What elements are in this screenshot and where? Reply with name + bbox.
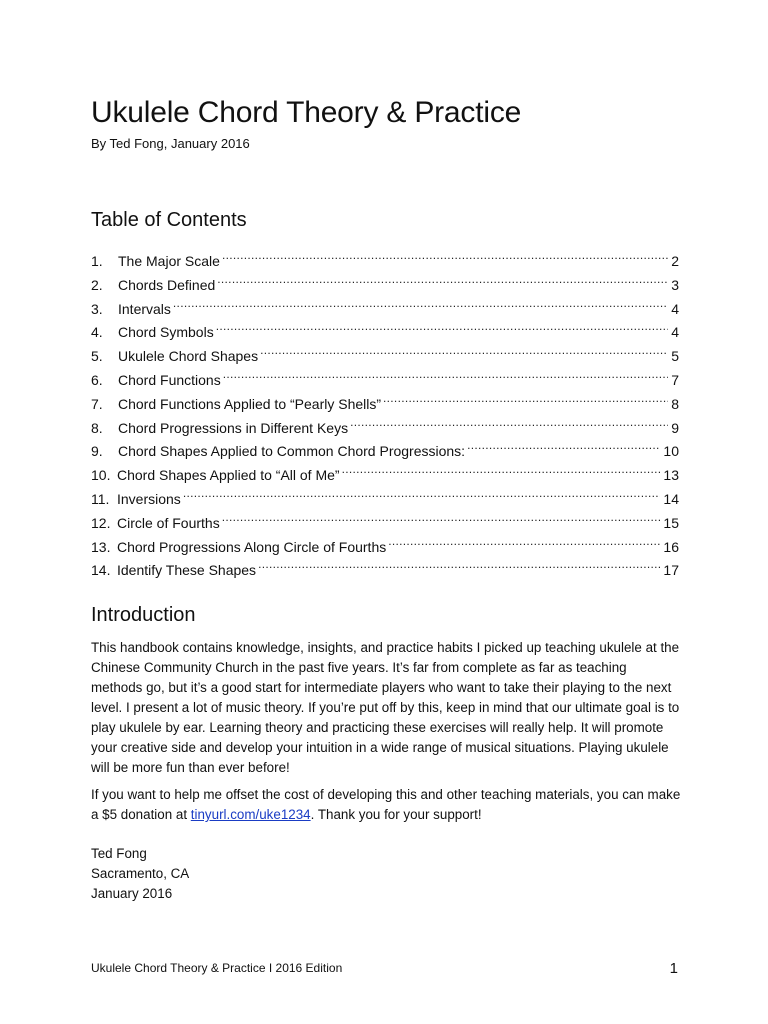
signature-name: Ted Fong <box>91 846 147 861</box>
donation-paragraph <box>91 785 681 825</box>
toc-entry-label: The Major Scale <box>118 253 220 269</box>
donation-link[interactable]: tinyurl.com/uke1234 <box>190 807 311 822</box>
signature-block <box>91 844 189 904</box>
toc-entry-page: 14 <box>663 490 679 507</box>
signature-date: January 2016 <box>91 886 173 901</box>
toc-entry-label: Chord Shapes Applied to “All of Me” <box>117 467 340 484</box>
toc-dot-leader <box>223 363 668 385</box>
toc-entry-page: 10 <box>663 443 679 460</box>
toc-dot-leader <box>222 506 661 528</box>
toc-entry-page: 4 <box>671 300 679 317</box>
toc-entry-label: Circle of Fourths <box>117 514 220 531</box>
toc-entry-label: Chords Defined <box>118 276 216 293</box>
toc-entry-label: Inversions <box>117 490 181 507</box>
toc-entry-page: 4 <box>671 324 679 341</box>
toc-entry-page: 2 <box>671 253 679 269</box>
toc-entry-page: 3 <box>671 276 679 293</box>
toc-entry-number: 13. <box>91 538 111 555</box>
toc-dot-leader <box>260 339 668 361</box>
toc-entry-number: 6. <box>91 371 103 388</box>
signature-location: Sacramento, CA <box>91 866 190 881</box>
toc-entry-page: 17 <box>663 562 679 579</box>
toc-entry-number: 1. <box>91 253 103 269</box>
toc-entry-page: 5 <box>671 348 679 365</box>
toc-entry-page: 9 <box>671 419 679 436</box>
toc-entry-label: Chord Progressions Along Circle of Fourths <box>117 538 387 555</box>
toc-entry-number: 12. <box>91 514 111 531</box>
introduction-paragraph: This handbook contains knowledge, insights, and practice habits I picked up teaching ukulele at the Chinese Community Church in the past five years. It’s far from complete as far as teaching methods go, but it’s a good start for intermediate players who want to take their playing to the next level. I present a lot of music theory. If you’re put off by this, keep in mind that our ultimate goal is to play ukulele by ear. Learning theory and practicing these exercises will really help. It will promote your creative side and develop your intuition in a wide range of musical situations. Playing ukulele will be more fun than ever before! <box>91 640 680 775</box>
toc-dot-leader <box>216 315 669 337</box>
toc-entry-label: Chord Progressions in Different Keys <box>118 419 349 436</box>
toc-entry-number: 7. <box>91 395 103 412</box>
toc-dot-leader <box>383 387 668 409</box>
toc-entry-number: 4. <box>91 324 103 341</box>
toc-entry-page: 7 <box>671 371 679 388</box>
toc-entry-number: 14. <box>91 562 111 579</box>
toc-entry-label: Ukulele Chord Shapes <box>118 348 259 365</box>
toc-entry-number: 3. <box>91 300 103 317</box>
footer-text: Ukulele Chord Theory & Practice I 2016 Edition <box>91 961 343 975</box>
document-byline: By Ted Fong, January 2016 <box>91 136 250 151</box>
donation-text-after: . Thank you for your support! <box>310 807 482 822</box>
table-of-contents <box>91 244 679 577</box>
toc-entry-number: 10. <box>91 467 111 484</box>
toc-heading: Table of Contents <box>91 209 247 231</box>
introduction-heading: Introduction <box>91 604 196 626</box>
toc-entry-label: Chord Functions Applied to “Pearly Shells” <box>118 395 382 412</box>
toc-entry-number: 5. <box>91 348 103 365</box>
toc-entry-number: 9. <box>91 443 103 460</box>
toc-entry-label: Chord Shapes Applied to Common Chord Progressions: <box>118 443 466 460</box>
toc-dot-leader <box>467 434 660 456</box>
toc-entry-number: 2. <box>91 276 103 293</box>
toc-dot-leader <box>388 530 660 552</box>
donation-text-before: If you want to help me offset the cost of developing this and other teaching materials, you can make a $5 donation at <box>91 787 681 822</box>
toc-entry-page: 16 <box>663 538 679 555</box>
toc-dot-leader <box>183 482 661 504</box>
toc-entry-page: 15 <box>663 514 679 531</box>
toc-entry[interactable] <box>91 315 679 339</box>
toc-entry-label: Chord Functions <box>118 371 221 388</box>
toc-entry-label: Chord Symbols <box>118 324 214 341</box>
toc-dot-leader <box>350 411 668 433</box>
toc-entry[interactable] <box>91 244 679 268</box>
toc-dot-leader <box>217 268 668 290</box>
toc-entry[interactable] <box>91 292 679 316</box>
toc-entry-page: 13 <box>663 467 679 484</box>
toc-dot-leader <box>258 553 660 575</box>
toc-dot-leader <box>222 244 668 266</box>
toc-entry-label: Intervals <box>118 300 171 317</box>
toc-entry-number: 11. <box>91 490 110 507</box>
toc-entry-label: Identify These Shapes <box>117 562 257 579</box>
toc-entry-page: 8 <box>671 395 679 412</box>
page-number: 1 <box>669 960 678 977</box>
toc-entry-number: 8. <box>91 419 103 436</box>
toc-dot-leader <box>173 292 668 314</box>
document-title: Ukulele Chord Theory & Practice <box>91 96 522 129</box>
toc-dot-leader <box>342 458 661 480</box>
